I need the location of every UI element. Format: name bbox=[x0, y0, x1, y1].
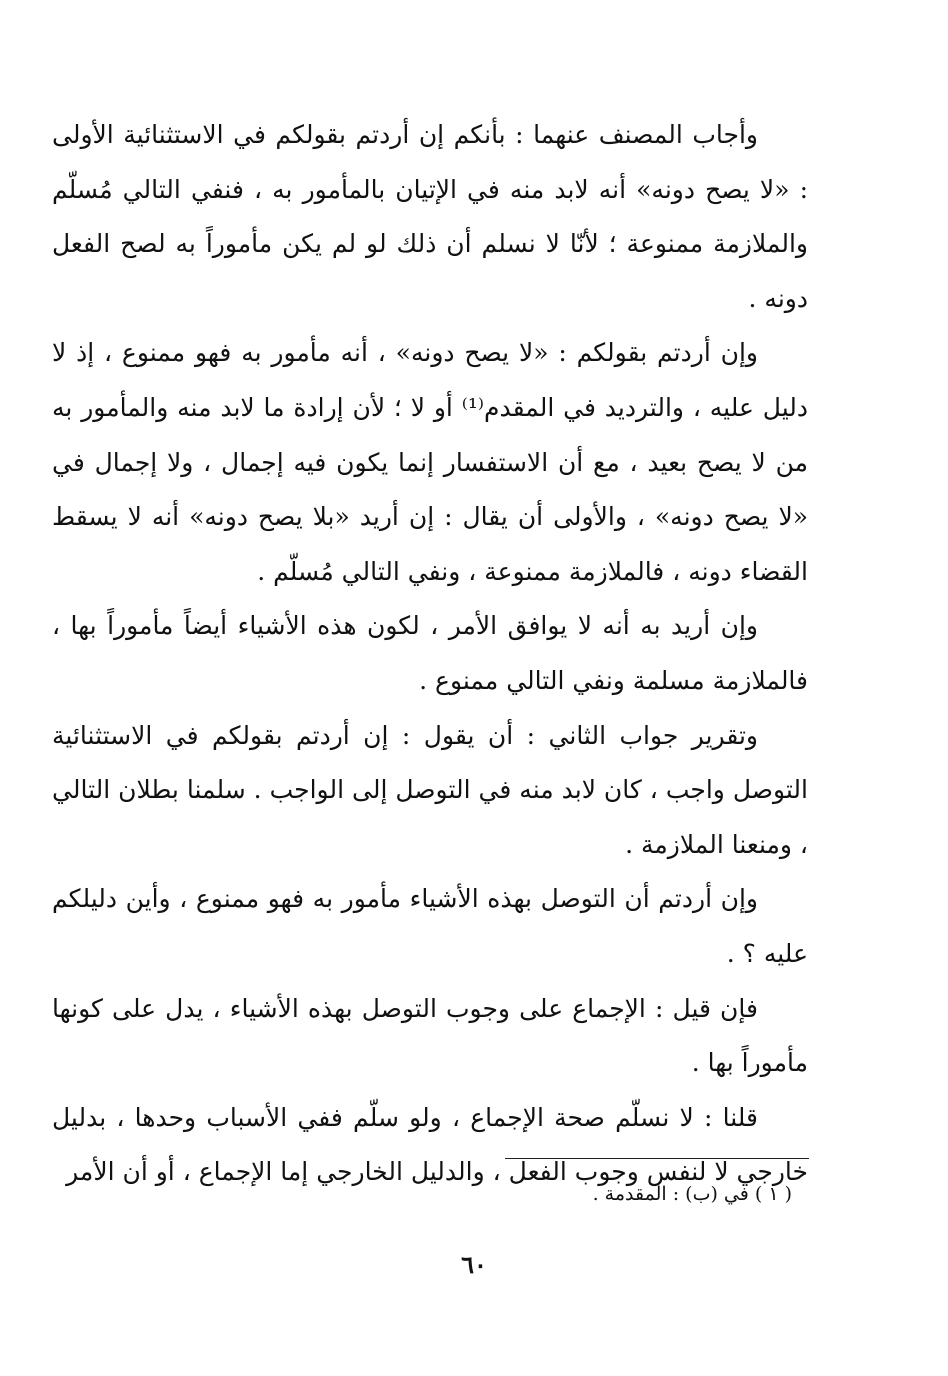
paragraph: وإن أريد به أنه لا يوافق الأمر ، لكون هذه الأشياء أيضاً مأموراً بها ، فالملازمة مسلمة ونفي التالي ممنوع . bbox=[52, 611, 808, 695]
body-text bbox=[52, 108, 808, 1200]
page-number: ٦٠ bbox=[461, 1250, 487, 1279]
paragraph: وتقرير جواب الثاني : أن يقول : إن أردتم بقولكم في الاستثنائية التوصل واجب ، كان لابد منه في التوصل إلى الواجب . سلمنا بطلان التالي ، ومنعنا الملازمة . bbox=[52, 720, 808, 859]
paragraph: قلنا : لا نسلّم صحة الإجماع ، ولو سلّم ففي الأسباب وحدها ، بدليل خارجي لا لنفس وجوب الفعل ، والدليل الخارجي إما الإجماع ، أو أن الأمر bbox=[52, 1102, 808, 1187]
paragraph: وإن أردتم بقولكم : «لا يصح دونه» ، أنه مأمور به فهو ممنوع ، إذ لا دليل عليه ، والترديد في المقدم⁽¹⁾ أو لا ؛ لأن إرادة ما لابد منه والمأمور به من لا يصح بعيد ، مع أن الاستفسار إنما يكون فيه إجمال ، ولا إجمال في «لا يصح دونه» ، والأولى أن يقال : إن أريد «بلا يصح دونه» أنه لا يسقط القضاء دونه ، فالملازمة ممنوعة ، ونفي التالي مُسلّم . bbox=[52, 338, 808, 586]
paragraph: وأجاب المصنف عنهما : بأنكم إن أردتم بقولكم في الاستثنائية الأولى : «لا يصح دونه» أنه لابد منه في الإتيان بالمأمور به ، فنفي التالي مُسلّم والملازمة ممنوعة ؛ لأنّا لا نسلم أن ذلك لو لم يكن مأموراً به لصح الفعل دونه . bbox=[52, 120, 808, 313]
paragraph: فإن قيل : الإجماع على وجوب التوصل بهذه الأشياء ، يدل على كونها مأموراً بها . bbox=[52, 993, 808, 1078]
footnote: ( ١ ) في (ب) : المقدمة . bbox=[592, 1183, 792, 1205]
paragraph: وإن أردتم أن التوصل بهذه الأشياء مأمور به فهو ممنوع ، وأين دليلكم عليه ؟ . bbox=[52, 884, 808, 968]
footnote-divider bbox=[505, 1158, 809, 1159]
